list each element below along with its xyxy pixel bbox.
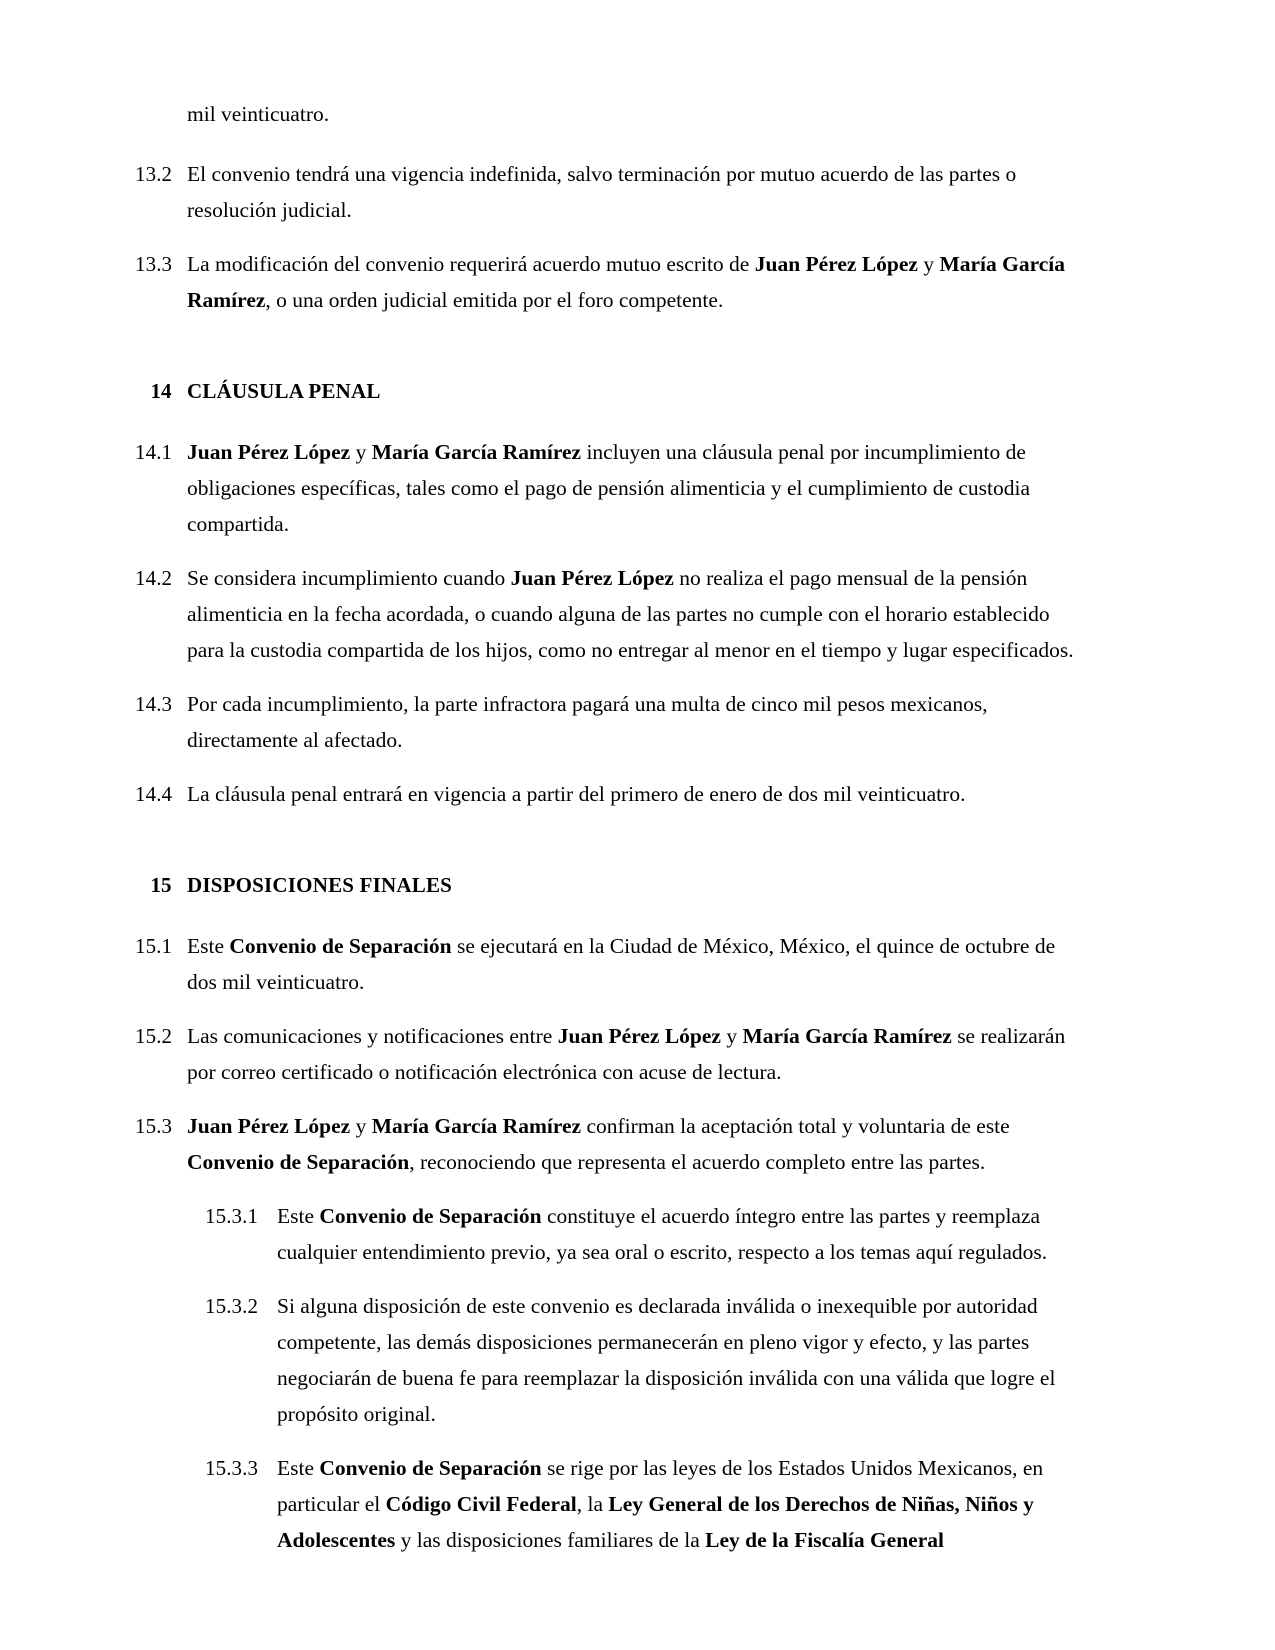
text-run: y [720, 1024, 743, 1048]
continuation-paragraph [135, 96, 1080, 132]
section-number: 14 [150, 379, 172, 403]
emphasized-term: Ley de la Fiscalía General [705, 1528, 944, 1552]
clause-number: 14.1 [135, 440, 173, 464]
text-run: no realiza el pago mensual de la pensión alimenticia en la fecha acordada, o cuando alguna de las partes no cumple con el horario establecido para la custodia compartida de los hijos, como no entregar al menor en el tiempo y lugar especificados. [187, 566, 1074, 662]
clause-text [187, 434, 1080, 542]
clause-number: 15.2 [135, 1024, 173, 1048]
clause-text [187, 560, 1080, 668]
text-run: y [350, 440, 372, 464]
text-run: , la [576, 1492, 609, 1516]
clause-15-1 [135, 928, 1080, 1000]
subclause-number: 15.3.2 [205, 1294, 259, 1318]
text-run: El convenio tendrá una vigencia indefinida, salvo terminación por mutuo acuerdo de las partes o resolución judicial. [187, 162, 1017, 222]
clause-number: 14.3 [135, 692, 173, 716]
text-run: Si alguna disposición de este convenio es declarada inválida o inexequible por autoridad competente, las demás disposiciones permanecerán en pleno vigor y efecto, y las partes negociarán de buena fe para reemplazar la disposición inválida con una válida que logre el propósito original. [277, 1294, 1056, 1426]
text-run: , reconociendo que representa el acuerdo completo entre las partes. [409, 1150, 986, 1174]
clause-number: 14.4 [135, 782, 173, 806]
text-run: Se considera incumplimiento cuando [187, 566, 511, 590]
text-run: se realizarán por correo certificado o notificación electrónica con acuse de lectura. [187, 1024, 1066, 1084]
clause-text [187, 776, 1080, 812]
emphasized-term: María García Ramírez [371, 1114, 582, 1138]
text-run: Este [277, 1204, 320, 1228]
page-content [135, 96, 1080, 1576]
subclause-15-3-2 [135, 1288, 1080, 1432]
text-run: , o una orden judicial emitida por el foro competente. [265, 288, 724, 312]
text-run: La modificación del convenio requerirá acuerdo mutuo escrito de [187, 252, 755, 276]
clause-14-4 [135, 776, 1080, 812]
clause-text [187, 156, 1080, 228]
subclause-text [277, 1198, 1080, 1270]
emphasized-term: Juan Pérez López [754, 252, 918, 276]
text-run: Por cada incumplimiento, la parte infractora pagará una multa de cinco mil pesos mexicanos, directamente al afectado. [187, 692, 988, 752]
clause-14-3 [135, 686, 1080, 758]
text-run: Este [187, 934, 230, 958]
clause-15-3 [135, 1108, 1080, 1180]
subclause-number: 15.3.3 [205, 1456, 259, 1480]
clause-list-13 [135, 156, 1080, 318]
clause-14-2 [135, 560, 1080, 668]
text-run: y [917, 252, 940, 276]
clause-number: 15.1 [135, 934, 173, 958]
clause-number: 13.2 [135, 162, 173, 186]
emphasized-term: Ley General de los Derechos de Niñas, Niños y Adolescentes [277, 1492, 1034, 1552]
emphasized-term: María García Ramírez [742, 1024, 952, 1048]
section-heading-15 [135, 868, 1080, 902]
clause-number: 14.2 [135, 566, 173, 590]
clause-number: 13.3 [135, 252, 173, 276]
emphasized-term: Código Civil Federal [385, 1492, 577, 1516]
emphasized-term: Juan Pérez López [187, 1114, 351, 1138]
text-run: y las disposiciones familiares de la [395, 1528, 706, 1552]
clause-text [187, 928, 1080, 1000]
clause-list-14 [135, 434, 1080, 812]
text-run: se ejecutará en la Ciudad de México, México, el quince de octubre de dos mil veinticuatro. [187, 934, 1056, 994]
text-run: La cláusula penal entrará en vigencia a partir del primero de enero de dos mil veinticuatro. [187, 782, 966, 806]
subclause-text [277, 1288, 1080, 1432]
section-heading-14 [135, 374, 1080, 408]
emphasized-term: María García Ramírez [187, 252, 1066, 312]
subclause-text [277, 1450, 1080, 1558]
subclause-number: 15.3.1 [205, 1204, 259, 1228]
emphasized-term: Juan Pérez López [510, 566, 674, 590]
text-run: y [350, 1114, 372, 1138]
clause-15-2 [135, 1018, 1080, 1090]
continuation-text: mil veinticuatro. [187, 102, 330, 126]
clause-14-1 [135, 434, 1080, 542]
clause-list-15 [135, 928, 1080, 1558]
text-run: constituye el acuerdo íntegro entre las partes y reemplaza cualquier entendimiento previo, ya sea oral o escrito, respecto a los temas aquí regulados. [277, 1204, 1048, 1264]
text-run: se rige por las leyes de los Estados Unidos Mexicanos, en particular el [277, 1456, 1044, 1516]
emphasized-term: Juan Pérez López [557, 1024, 721, 1048]
clause-13-3 [135, 246, 1080, 318]
emphasized-term: Juan Pérez López [187, 440, 351, 464]
emphasized-term: Convenio de Separación [229, 934, 452, 958]
emphasized-term: María García Ramírez [371, 440, 582, 464]
subclause-15-3-3 [135, 1450, 1080, 1558]
text-run: Las comunicaciones y notificaciones entre [187, 1024, 558, 1048]
clause-text [187, 686, 1080, 758]
clause-13-2 [135, 156, 1080, 228]
text-run: confirman la aceptación total y voluntaria de este [581, 1114, 1010, 1138]
emphasized-term: Convenio de Separación [319, 1456, 542, 1480]
emphasized-term: Convenio de Separación [319, 1204, 542, 1228]
clause-text [187, 246, 1080, 318]
emphasized-term: Convenio de Separación [187, 1150, 410, 1174]
subclause-15-3-1 [135, 1198, 1080, 1270]
text-run: Este [277, 1456, 320, 1480]
text-run: incluyen una cláusula penal por incumplimiento de obligaciones específicas, tales como el pago de pensión alimenticia y el cumplimiento de custodia compartida. [187, 440, 1031, 536]
clause-text [187, 1018, 1080, 1090]
clause-number: 15.3 [135, 1114, 173, 1138]
clause-text [187, 1108, 1080, 1180]
section-title: DISPOSICIONES FINALES [187, 873, 453, 897]
section-number: 15 [150, 873, 172, 897]
section-title: CLÁUSULA PENAL [187, 379, 381, 403]
